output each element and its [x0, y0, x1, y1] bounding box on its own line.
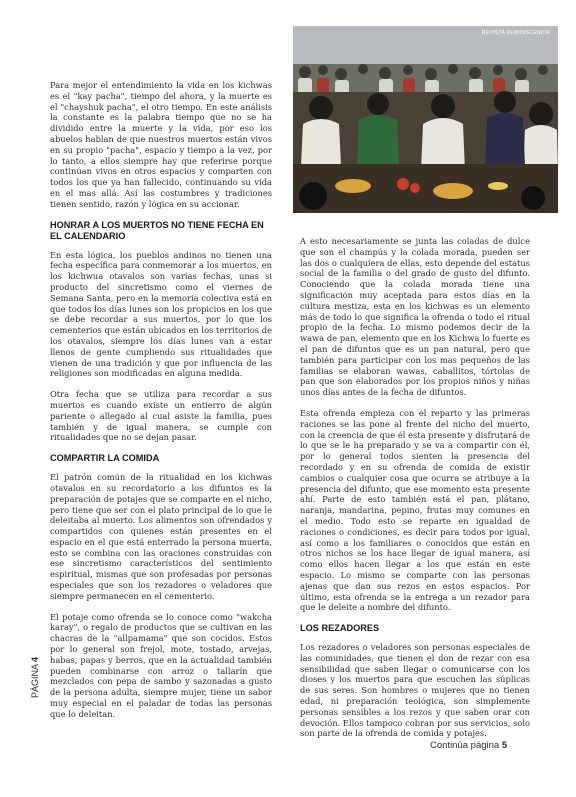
- continua-page-number: 5: [501, 740, 508, 751]
- section-heading-rezadores: LOS REZADORES: [300, 623, 380, 634]
- left-text-column: [50, 80, 272, 730]
- section-heading-honrar: HONRAR A LOS MUERTOS NO TIENE FECHA EN EL CALENDARIO: [50, 219, 264, 241]
- photo-credit: REVISTA REMINISCENCIA: [481, 30, 550, 36]
- continued-on-page: [430, 740, 507, 751]
- page-number: 4: [30, 656, 40, 662]
- intro-paragraph: Para mejor el entendimiento la vida en los kichwas es el "kay pacha", tiempo del ahora, y la muerte es el "chayshuk pacha", el otro tiempo. En este análisis la constante es la palabra tiempo que no se ha dividido entre la muerte y la vida, por eso los abuelos hablan de que nuestros muertos están vivos en su propio "pacha", espacio y tiempo a la vez, por lo tanto, a ellos siempre hay que referirse porque continúan vivos en otros espacios y comparten con todos los que ya han fallecido, continuando su vida en el mas allá. Así las costumbres y tradiciones tienen sentido, razón y lógica en su accionar.: [50, 80, 272, 209]
- paragraph-fechas: En esta lógica, los pueblos andinos no tienen una fecha específica para conmemorar a los muertos, en los kichwua otavalos son varias fechas, unas si producto del sincretismo como el viernes de Semana Santa, pero en la memoria colectiva está en que todos los días lunes son los propicios en los que se debe recordar a sus muertos, por lo que los cementerios que están ubicados en los territorios de los otavalos, siempre los días lunes van a estar llenos de gente cumpliendo sus ritualidades que vienen de una tradición y que por influencia de las religiones son modificadas en alguna medida.: [50, 249, 272, 379]
- paragraph-coladas: A esto necesariamente se junta las coladas de dulce que son el champús y la colada morada, pueden ser las dos o cualquiera de ellas, esto depende del estatus social de la familia o del grado de gusto del difunto. Conociendo que la colada morada tiene una significación muy aceptada para estos días en la cultura mestiza, esta en los kichwas es un elemento más de todo lo que significa la ofrenda o todo el ritual propio de la fecha. Lo mismo podemos decir de la wawa de pan, elemento que en los Kichwa lo fuerte es el pan de difuntos que es un pan natural, pero que también para participar con los mas pequeños de las familias se elaboran wawas, caballitos, tórtolas de pan que son elaborados por los propios niños y niñas unos días antes de la fecha de difuntos.: [300, 236, 530, 398]
- paragraph-potaje: El potaje como ofrenda se lo conoce como "wakcha karay", o regalo de productos que se cultivan en las chacras de la "allpamama" que son cocidos. Estos por lo general son frejol, mote, tostado, arvejas, habas, papas y berros, que en la actualidad también pueden combinarse con arroz o tallarín que mezclados con pepa de sambo y sazonadas a gusto de la persona adulta, siempre mujer, tiene un sabor muy especial en el paladar de todas las personas que lo deleitan.: [50, 611, 272, 719]
- cemetery-crowd-photo: [293, 26, 558, 213]
- page-word: PÁGINA: [30, 664, 40, 698]
- page-number-label: [30, 657, 40, 698]
- paragraph-rezadores: Los rezadores o veladores son personas especiales de las comunidades, que tienen el don de rezar con esa sensibilidad que saben llegar o comunicarse con los dioses y los muertos para que escuchen las súplicas de sus seres. Son hombres o mujeres que no tienen edad, ni preparación teológica, son simplemente personas sensibles a los rezos y que saben orar con devoción. Ellos tampoco cobran por sus servicios, solo son parte de la ofrenda de comida y potajes.: [300, 642, 530, 739]
- photo-illustration: [293, 26, 558, 213]
- paragraph-entierro: Otra fecha que se utiliza para recordar a sus muertos es cuando existe un entierro de algún pariente o allegado al cual asiste la familia, pues también y de igual manera, se cumple con ritualidades que no se dejan pasar.: [50, 389, 272, 443]
- right-text-column: [300, 236, 530, 749]
- section-heading-comida: COMPARTIR LA COMIDA: [50, 453, 160, 464]
- paragraph-reparto: Esta ofrenda empieza con el reparto y las primeras raciones se las pone al frente del nicho del muerto, con la creencia de que él esta presente y disfrutará de lo que se le ha preparado y se va a compartir con él, por lo general todos sienten la presencia del recordado y en su ofrenda de comida de existir cambios o cualquier cosa que ocurra se atribuye a la presencia del difunto, que ese momento esta presente ahí. Parte de esto también está el pan, plátano, naranja, mandarina, pepino, frutas muy comunes en el medio. Todo esto se reparte en igualdad de raciones o condiciones, es decir para todos por igual, así como a los familiares o conocidos que están en otros nichos se los hace llegar de igual manera, así como ellos hacen llegar a los que están en este espacio. Lo mismo se comparte con las personas ajenas que dan sus rezos en estos espacios. Por último, esta ofrenda se la entrega a un rezador para que le deleite a nombre del difunto.: [300, 407, 530, 613]
- continua-text: Continúa página: [430, 740, 500, 751]
- paragraph-ritualidad: El patrón común de la ritualidad en los kichwas otavalos en su recordatorio a los difuntos es la preparación de potajes que se comparte en el nicho, pero tiene que ser con el plato principal de lo que le deleitaba al muerto. Los alimentos son ofrendados y compartidos con quienes están presentes en el espacio en el que está enterrado la persona muerta, esto se combina con las oraciones construidas con ese sincretismo característicos del sentimiento espiritual, mismas que son profesadas por personas especiales que son los rezadores o veladores que siempre permanecen en el cementerio.: [50, 472, 272, 601]
